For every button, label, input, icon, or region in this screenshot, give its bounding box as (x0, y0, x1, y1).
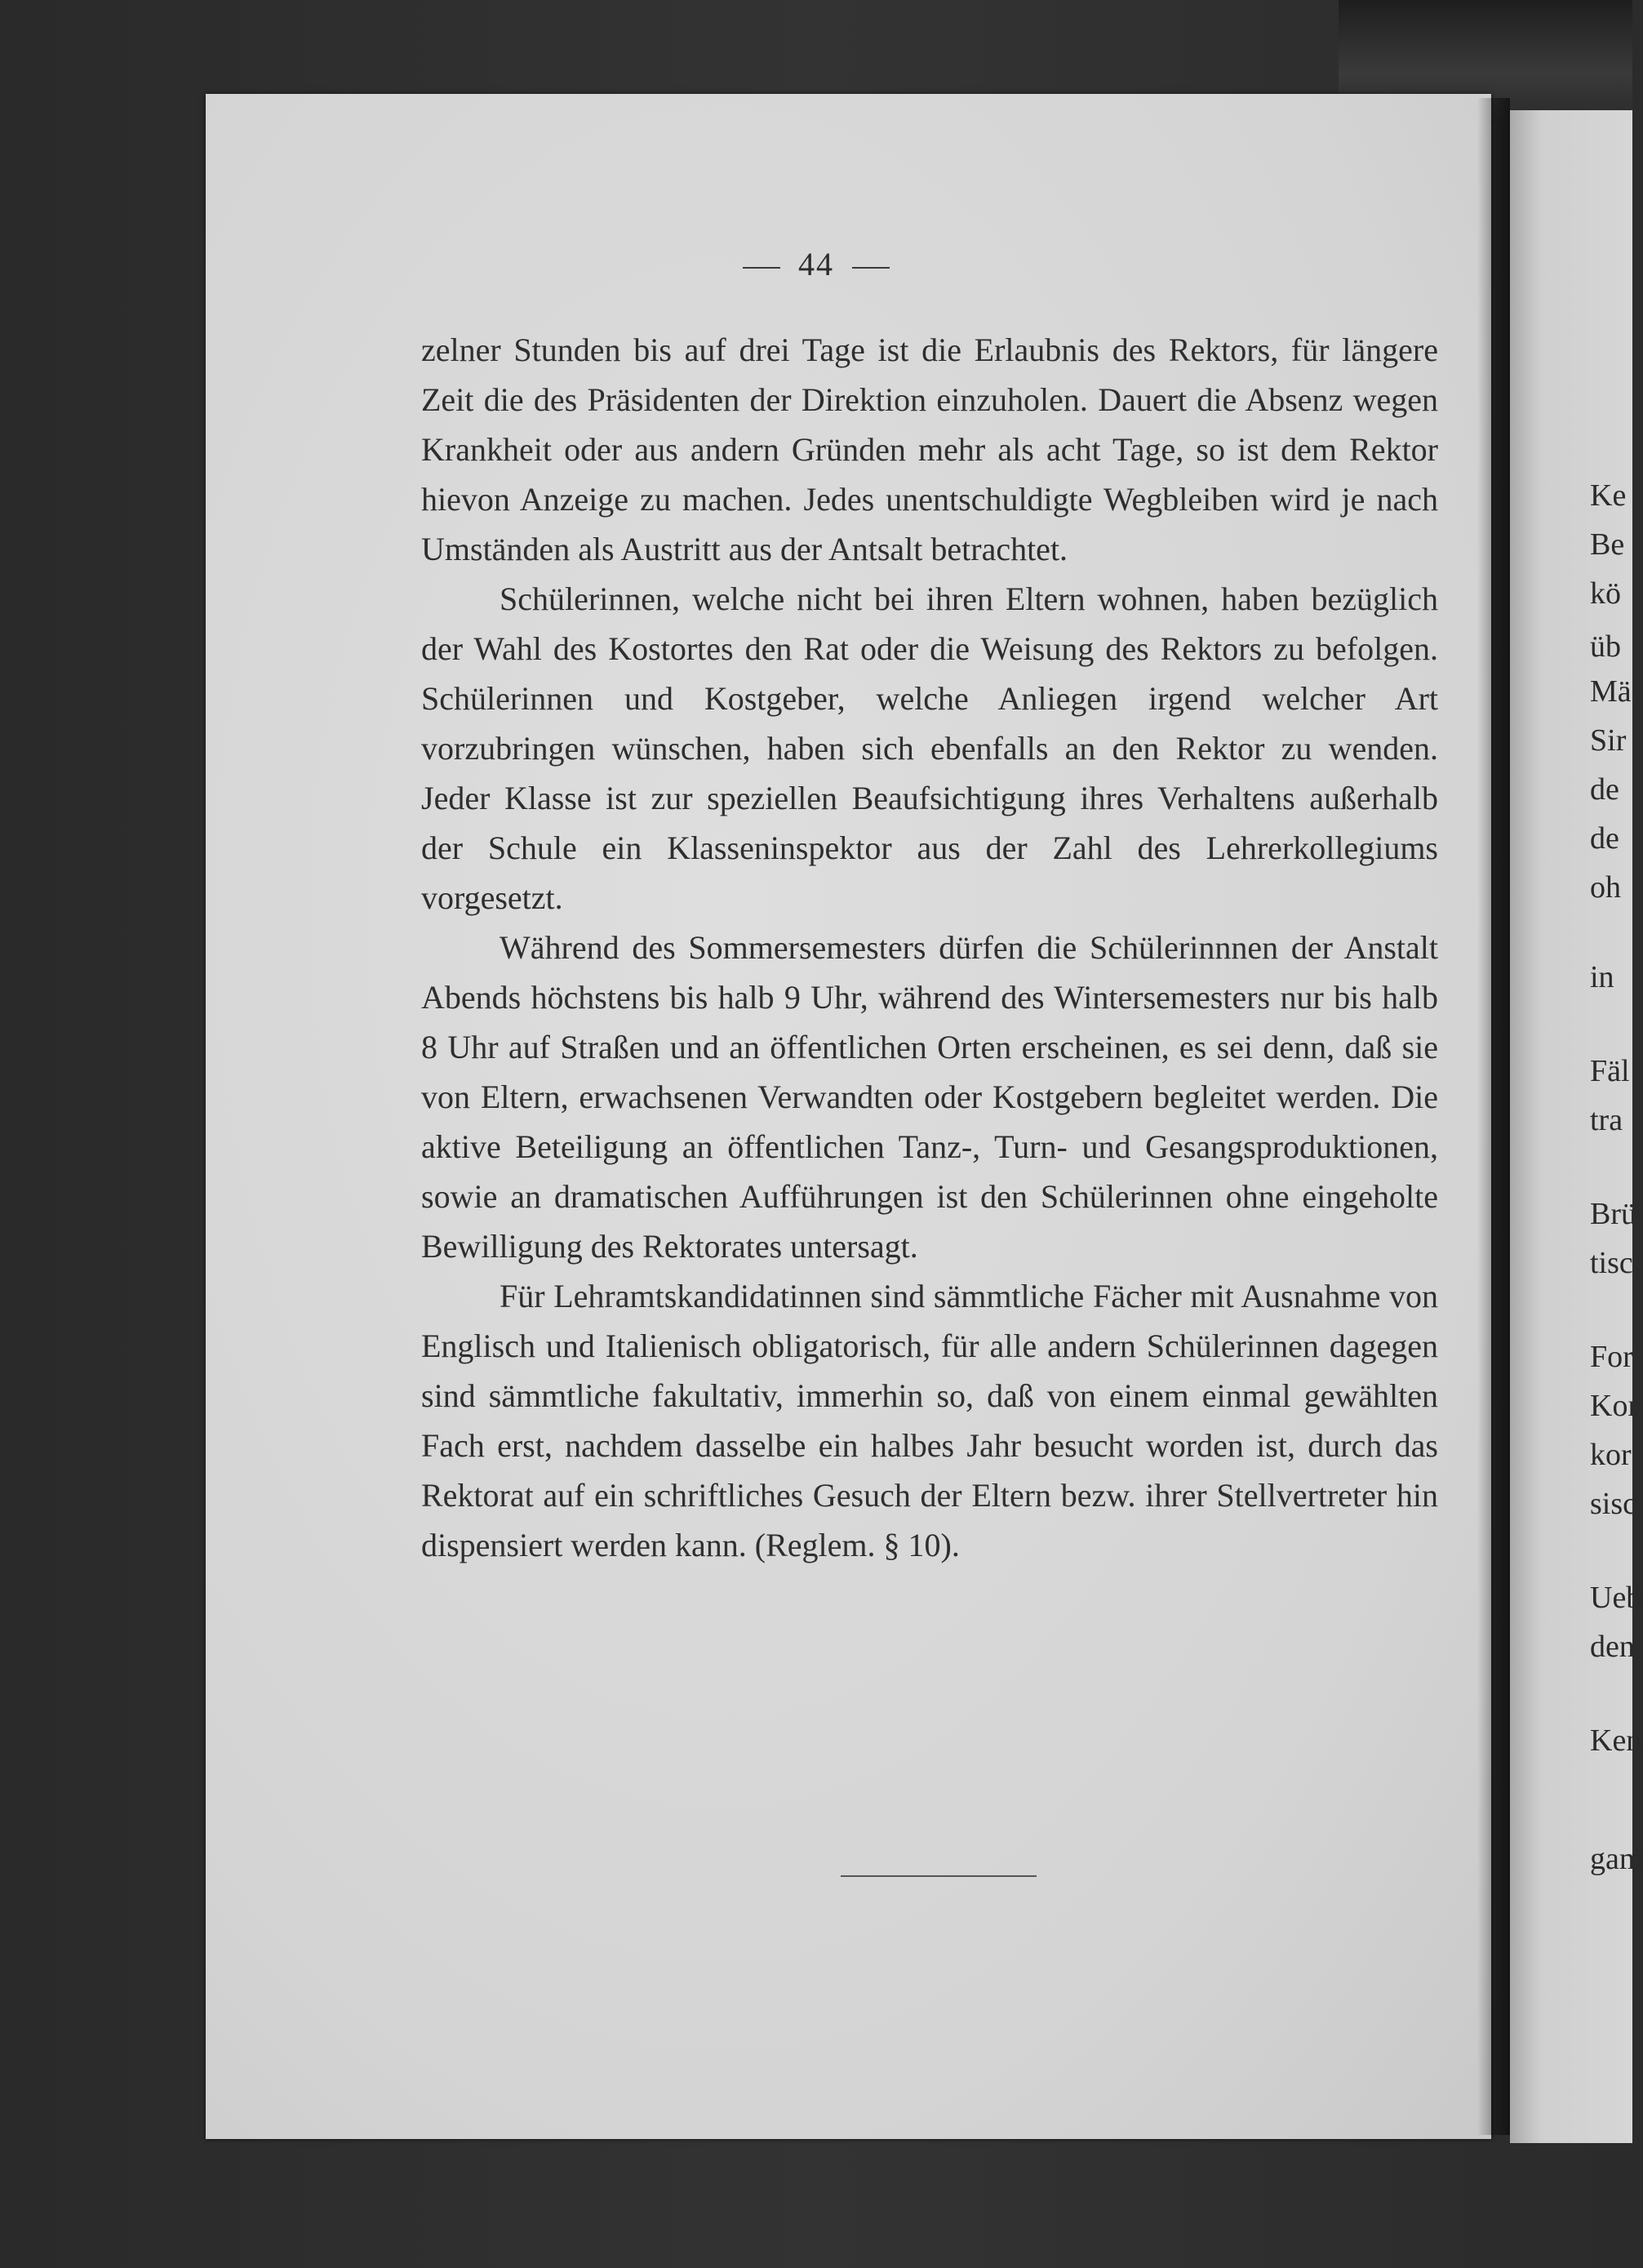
facing-page-fragment: Ke (1590, 478, 1627, 513)
paragraph: zelner Stunden bis auf drei Tage ist die Erlaubnis des Rektors, für längere Zeit die des Präsidenten der Direktion einzuholen. Dauert die Absenz wegen Krankheit oder aus andern Gründen mehr als acht Tage, so ist dem Rektor hievon Anzeige zu machen. Jedes unentschuldigte Wegbleiben wird je nach Umständen als Austritt aus der Antsalt betrachtet. (421, 331, 1438, 567)
facing-page-fragment: sisc (1590, 1487, 1636, 1521)
facing-page-fragment: Brü (1590, 1197, 1636, 1231)
facing-page-fragment: üb (1590, 629, 1621, 664)
facing-page-fragment: Kor (1590, 1389, 1639, 1423)
facing-page-fragment: gam (1590, 1842, 1643, 1876)
facing-page-fragment: Sir (1590, 723, 1627, 758)
paragraph: Während des Sommersemesters dürfen die Schülerinnnen der Anstalt Abends höchstens bis halb 9 Uhr, während des Wintersemesters nur bis halb 8 Uhr auf Straßen und an öffentlichen Orten erscheinen, es sei denn, daß sie von Eltern, erwachsenen Verwandten oder Kostgebern begleitet werden. Die aktive Beteiligung an öffentlichen Tanz-, Turn- und Gesangsproduktionen, sowie an dramatischen Aufführungen ist den Schülerinnen ohne eingeholte Bewilligung des Rektorates untersagt. (421, 929, 1438, 1265)
body-text (421, 325, 1438, 1570)
facing-page-fragment: Mä (1590, 674, 1632, 709)
facing-page-fragment: in (1590, 960, 1614, 994)
facing-page-fragment: den (1590, 1630, 1635, 1664)
paragraph: Schülerinnen, welche nicht bei ihren Eltern wohnen, haben bezüglich der Wahl des Kostortes den Rat oder die Weisung des Rektors zu befolgen. Schülerinnen und Kostgeber, welche Anliegen irgend welcher Art vorzubringen wünschen, haben sich ebenfalls an den Rektor zu wenden. Jeder Klasse ist zur speziellen Beaufsichtigung ihres Verhaltens außerhalb der Schule ein Klasseninspektor aus der Zahl des Lehrerkollegiums vorgesetzt. (421, 580, 1438, 916)
facing-page-fragment: tra (1590, 1103, 1623, 1137)
page-number (0, 245, 1632, 283)
gutter-shadow (1477, 98, 1510, 2135)
facing-page-fragment: kö (1590, 576, 1621, 611)
page-number-dash-right (852, 267, 890, 269)
page-number-value: 44 (798, 246, 834, 282)
facing-page-fragment: kor (1590, 1438, 1632, 1472)
facing-page-fragment: tisc (1590, 1246, 1633, 1280)
facing-page-fragment: Be (1590, 527, 1625, 562)
end-rule (841, 1875, 1037, 1877)
facing-page-fragment: de (1590, 821, 1619, 856)
page-number-dash-left (743, 267, 780, 269)
facing-page-fragment: Ueb (1590, 1581, 1642, 1615)
paragraph: Für Lehramtskandidatinnen sind sämmtliche Fächer mit Ausnahme von Englisch und Italienisch obligatorisch, für alle andern Schülerinnen dagegen sind sämmtliche fakultativ, immerhin so, daß von einem einmal gewählten Fach erst, nachdem dasselbe ein halbes Jahr besucht worden ist, durch das Rektorat auf ein schriftliches Gesuch der Eltern bezw. ihrer Stellvertreter hin dispensiert werden kann. (Reglem. § 10). (421, 1278, 1438, 1563)
facing-page-fragment: For (1590, 1340, 1633, 1374)
facing-page-fragment: Ken (1590, 1723, 1642, 1758)
facing-page-fragment: oh (1590, 870, 1621, 905)
facing-page-fragment: Fäl (1590, 1054, 1630, 1088)
facing-page-fragment: de (1590, 772, 1619, 807)
